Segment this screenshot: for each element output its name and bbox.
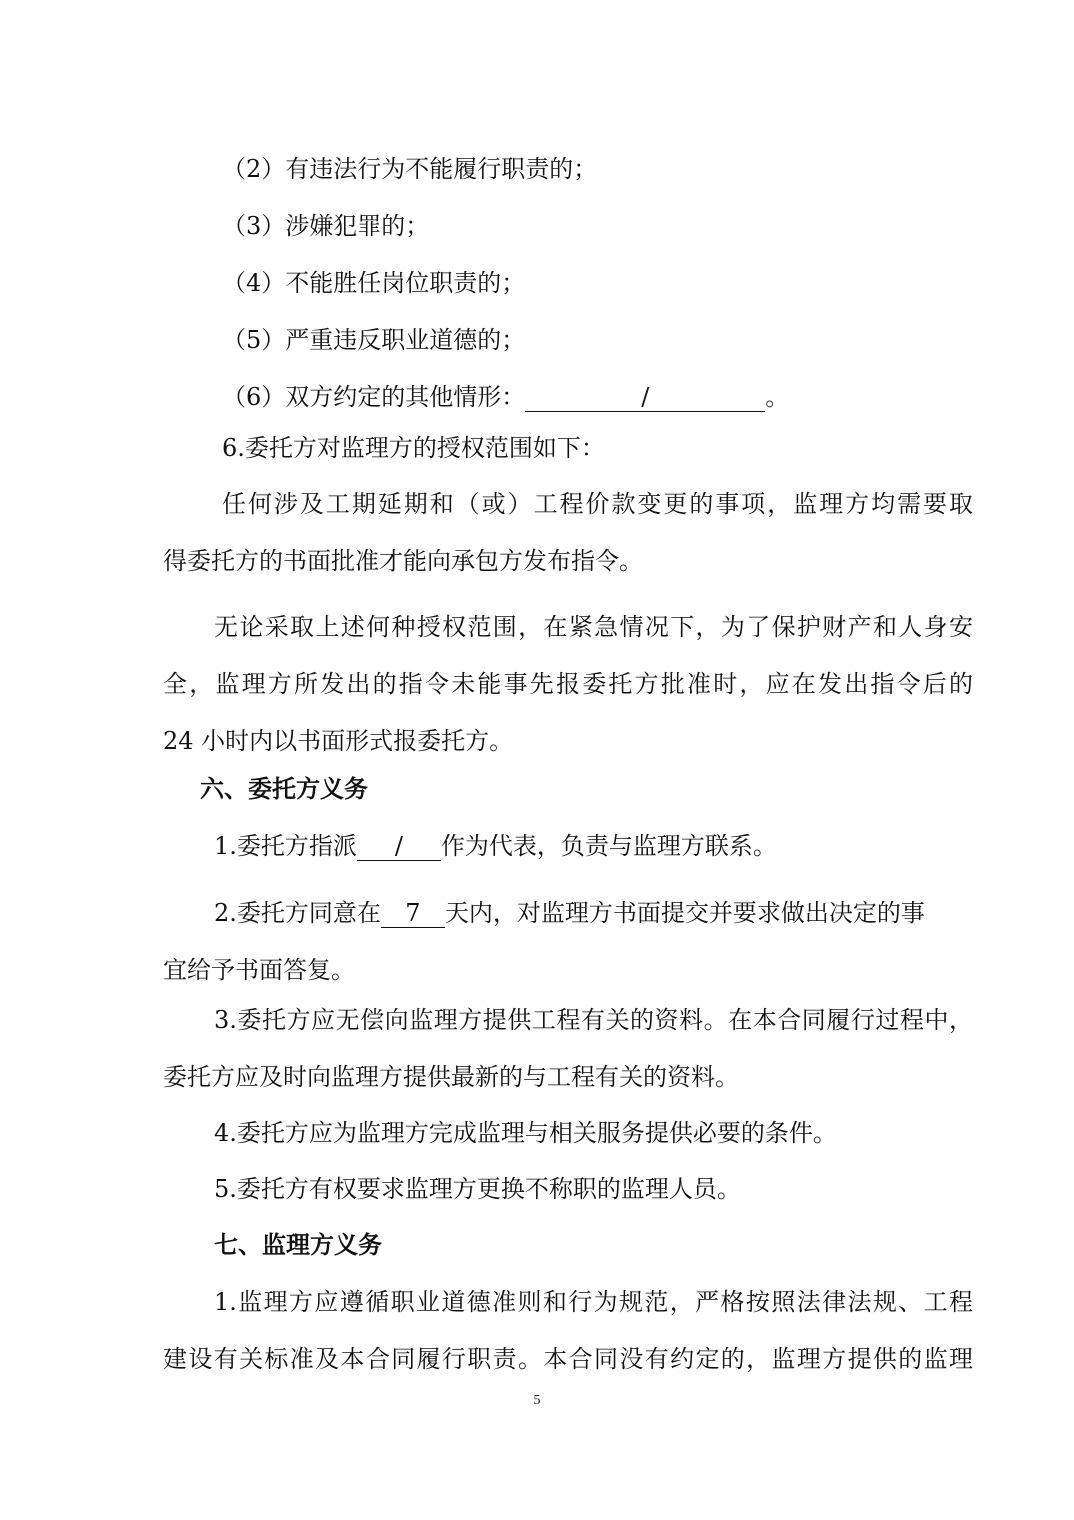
clause-5: （5）严重违反职业道德的； (222, 326, 526, 354)
paragraph-line: 24 小时内以书面形式报委托方。 (163, 727, 514, 755)
clause-4: （4）不能胜任岗位职责的； (222, 269, 526, 297)
clause-2: （2）有违法行为不能履行职责的； (222, 155, 598, 183)
clause-3: （3）涉嫌犯罪的； (222, 212, 430, 240)
section-heading-7: 七、监理方义务 (214, 1230, 382, 1259)
representative-blank: / (357, 832, 441, 861)
paragraph-line: 全，监理方所发出的指令未能事先报委托方批准时，应在发出指令后的 (163, 670, 973, 698)
supervisor-obligation-1: 1.监理方应遵循职业道德准则和行为规范，严格按照法律法规、工程 (214, 1288, 973, 1316)
paragraph-line: 无论采取上述何种授权范围，在紧急情况下，为了保护财产和人身安 (214, 613, 973, 641)
obligation-1-rest: 作为代表，负责与监理方联系。 (440, 832, 777, 860)
other-situations-blank: / (525, 383, 765, 412)
paragraph-line: 委托方应及时向监理方提供最新的与工程有关的资料。 (163, 1063, 739, 1091)
clause-6-end: 。 (765, 383, 790, 411)
page-number: 5 (533, 1393, 541, 1408)
paragraph-line: 任何涉及工期延期和（或）工程价款变更的事项，监理方均需要取 (222, 490, 973, 518)
paragraph-line: 建设有关标准及本合同履行职责。本合同没有约定的，监理方提供的监理 (163, 1345, 973, 1373)
clause-6-text: （6）双方约定的其他情形： (222, 383, 526, 411)
authorization-heading: 6.委托方对监理方的授权范围如下： (222, 434, 605, 462)
days-blank: 7 (381, 899, 445, 928)
obligation-4: 4.委托方应为监理方完成监理与相关服务提供必要的条件。 (214, 1119, 837, 1147)
obligation-3: 3.委托方应无偿向监理方提供工程有关的资料。在本合同履行过程中， (214, 1006, 973, 1034)
obligation-2-text: 2.委托方同意在 (214, 899, 381, 927)
obligation-2-rest: 天内，对监理方书面提交并要求做出决定的事 (444, 899, 925, 927)
obligation-2 (214, 897, 973, 929)
obligation-1 (214, 830, 973, 862)
clause-6 (222, 381, 973, 413)
paragraph-line: 宜给予书面答复。 (163, 956, 355, 984)
paragraph-line: 得委托方的书面批准才能向承包方发布指令。 (163, 547, 643, 575)
section-heading-6: 六、委托方义务 (200, 774, 368, 803)
obligation-5: 5.委托方有权要求监理方更换不称职的监理人员。 (214, 1175, 741, 1203)
obligation-1-text: 1.委托方指派 (214, 832, 357, 860)
